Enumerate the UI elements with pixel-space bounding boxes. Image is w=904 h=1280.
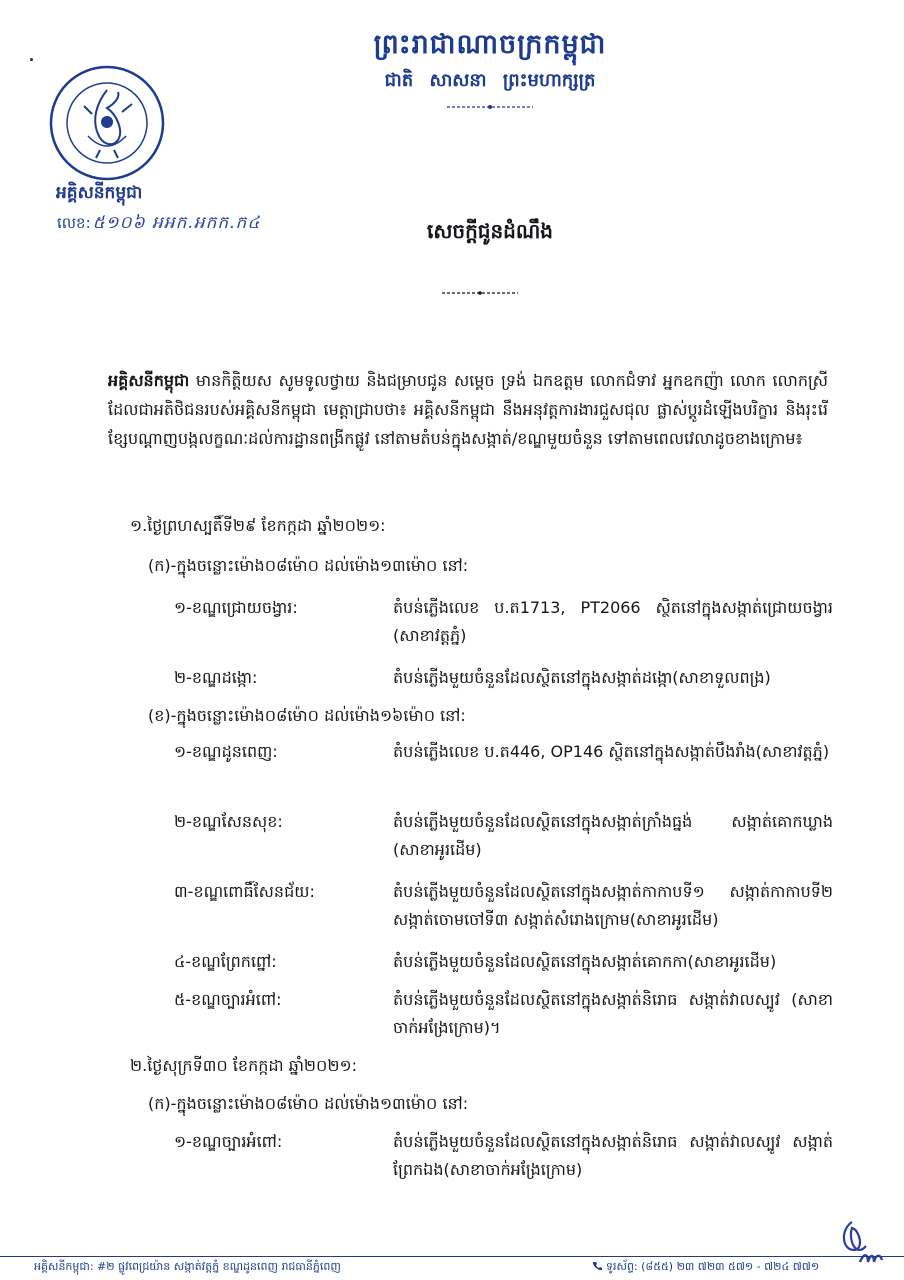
intro-paragraph: [108, 366, 828, 453]
district-area: តំបន់ភ្លើងមួយចំនួនដែលស្ថិតនៅក្នុងសង្កាត់គោកកា(សាខាអូរដើម): [393, 952, 777, 971]
footer-phone: ទូរស័ព្ទ: (៨៥៥) ២៣ ៧២៣ ៥៧១ - ៧២៤ ៧៧១: [606, 1260, 820, 1273]
district-label: ១-ខណ្ឌជ្រោយចង្វារ:: [174, 598, 298, 617]
district-label: ២-ខណ្ឌសែនសុខ:: [174, 812, 283, 831]
district-label: ៥-ខណ្ឌច្បារអំពៅ:: [174, 990, 282, 1009]
district-label: ១-ខណ្ឌដូនពេញ:: [174, 742, 278, 761]
district-area: តំបន់ភ្លើងលេខ ប.ត446, OP146 ស្ថិតនៅក្នុងសង្កាត់បឹងរាំង(សាខាវត្តភ្នំ): [393, 742, 830, 761]
district-label: ៣-ខណ្ឌពោធិ៍សែនជ័យ:: [174, 882, 315, 901]
edc-seal-logo-icon: [48, 64, 166, 182]
day2-heading: ២.ថ្ងៃសុក្រទី៣០ ខែកក្កដា ឆ្នាំ២០២១:: [130, 1056, 357, 1075]
district-label: ១-ខណ្ឌច្បារអំពៅ:: [174, 1132, 283, 1151]
district-area: តំបន់ភ្លើងលេខ ប.ត1713, PT2066 ស្ថិតនៅក្នុងសង្កាត់ជ្រោយចង្វារ (សាខាវត្តភ្នំ): [393, 598, 833, 645]
day2-slot-a: (ក)-ក្នុងចន្លោះម៉ោង០៨ម៉ោ០ ដល់ម៉ោង១៣ម៉ោ០ នៅ:: [148, 1094, 469, 1113]
scan-dot: [30, 58, 33, 61]
day1-slot-b: (ខ)-ក្នុងចន្លោះម៉ោង០៨ម៉ោ០ ដល់ម៉ោង១៦ម៉ោ០ នៅ:: [148, 706, 466, 725]
reference-label: លេខ:: [57, 214, 91, 232]
national-motto: ជាតិ សាសនា ព្រះមហាក្សត្រ: [384, 70, 596, 91]
kingdom-heading: ព្រះរាជាណាចក្រកម្ពុជា: [373, 29, 607, 60]
phone-icon: [592, 1261, 602, 1271]
document-title: សេចក្តីជូនដំណឹង: [427, 219, 553, 243]
footer-contact: [592, 1260, 819, 1276]
footer-rule: [0, 1256, 904, 1257]
day1-heading: ១.ថ្ងៃព្រហស្បតិ៍ទី២៩ ខែកក្កដា ឆ្នាំ២០២១:: [130, 516, 386, 535]
district-label: ៤-ខណ្ឌព្រែកព្នៅ:: [174, 952, 277, 971]
ornament-divider-icon: [445, 102, 535, 112]
district-area: តំបន់ភ្លើងមួយចំនួនដែលស្ថិតនៅក្នុងសង្កាត់ដង្កោ(សាខាទួលពង្រ): [393, 668, 771, 687]
reference-number: [57, 212, 260, 237]
day1-slot-a: (ក)-ក្នុងចន្លោះម៉ោង០៨ម៉ោ០ ដល់ម៉ោង១៣ម៉ោ០ នៅ:: [148, 556, 469, 575]
district-area: តំបន់ភ្លើងមួយចំនួនដែលស្ថិតនៅក្នុងសង្កាត់ក្រាំងធ្នង់ សង្កាត់គោកឃ្លាង (សាខាអូរដើម): [393, 812, 833, 859]
district-label: ២-ខណ្ឌដង្កោ:: [174, 668, 258, 687]
district-area: តំបន់ភ្លើងមួយចំនួនដែលស្ថិតនៅក្នុងសង្កាត់និរោធ សង្កាត់វាលស្បូវ សង្កាត់ព្រែកឯង(សាខាចាក់អង្រែក្រោម): [393, 1132, 833, 1179]
footer-address: អគ្គិសនីកម្ពុជា: #២ ផ្លូវពេជ្រយ៉ាន សង្កាត់វត្តភ្នំ ខណ្ឌដូនពេញ រាជធានីភ្នំពេញ: [34, 1260, 341, 1273]
title-divider-icon: [440, 288, 520, 298]
intro-text: មានកិត្តិយស សូមទូលថ្វាយ និងជម្រាបជូន សម្តេច ទ្រង់ ឯកឧត្តម លោកជំទាវ អ្នកឧកញ៉ា លោក លោកស្រី ដែលជាអតិថិជនរបស់អគ្គិសនីកម្ពុជា មេត្តាជ្រាបថា៖ អគ្គិសនីកម្ពុជា នឹងអនុវត្តការងារជួសជុល ផ្លាស់ប្តូរដំឡើងបរិក្ខារ និងរុះរើខ្សែបណ្តាញបង្កលក្ខណៈដល់ការដ្ឋានពង្រីកផ្លូវ នៅតាមតំបន់ក្នុងសង្កាត់/ខណ្ឌមួយចំនួន ទៅតាមពេលវេលាដូចខាងក្រោម៖: [108, 371, 828, 448]
district-area: តំបន់ភ្លើងមួយចំនួនដែលស្ថិតនៅក្នុងសង្កាត់កាកាបទី១ សង្កាត់កាកាបទី២ សង្កាត់ចោមចៅទី៣ សង្កាត់សំរោងក្រោម(សាខាអូរដើម): [393, 882, 833, 929]
organization-name: អគ្គិសនីកម្ពុជា: [56, 183, 143, 203]
district-area: តំបន់ភ្លើងមួយចំនួនដែលស្ថិតនៅក្នុងសង្កាត់និរោធ សង្កាត់វាលស្បូវ (សាខាចាក់អង្រែក្រោម)។: [393, 990, 833, 1037]
reference-handwritten: ៥១០៦ អអក.អកក.ក៤: [92, 213, 261, 233]
intro-lead: អគ្គិសនីកម្ពុជា: [108, 371, 190, 390]
handwritten-initials-icon: [830, 1210, 890, 1270]
